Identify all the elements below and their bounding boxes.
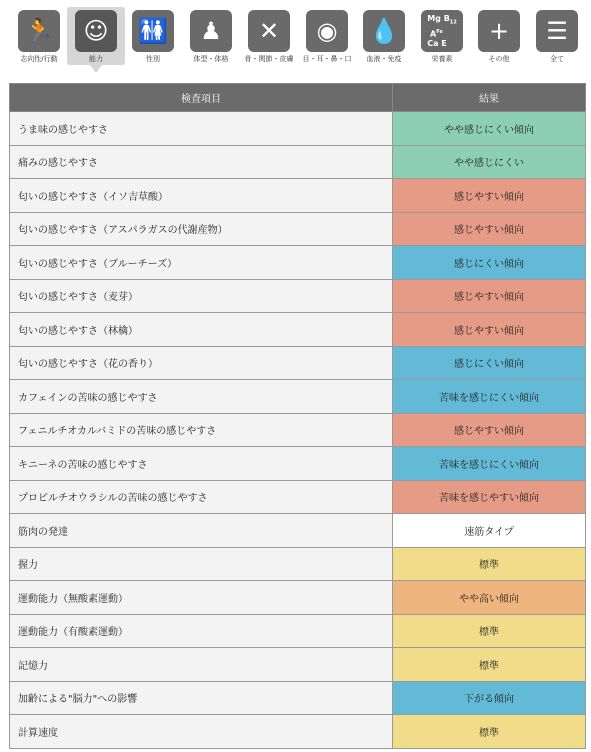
active-tab-pointer	[90, 65, 102, 73]
category-label: 性別	[146, 55, 160, 63]
test-item-cell: キニーネの苦味の感じやすさ	[10, 447, 393, 481]
test-item-cell: 匂いの感じやすさ（麦芽）	[10, 279, 393, 313]
test-item-cell: 筋肉の発達	[10, 514, 393, 548]
result-cell: 標準	[393, 648, 586, 682]
result-cell: 苦味を感じにくい傾向	[393, 447, 586, 481]
result-cell: 感じやすい傾向	[393, 279, 586, 313]
test-item-cell: うま味の感じやすさ	[10, 112, 393, 146]
test-item-cell: フェニルチオカルバミドの苦味の感じやすさ	[10, 413, 393, 447]
blood-drop-icon: 💧	[363, 10, 405, 52]
category-label: 能力	[89, 55, 103, 63]
gender-icon: 🚻	[132, 10, 174, 52]
category-tab[interactable]	[10, 0, 68, 64]
table-row	[10, 480, 586, 514]
result-cell: 標準	[393, 715, 586, 749]
table-row	[10, 212, 586, 246]
test-item-cell: 記憶力	[10, 648, 393, 682]
result-cell: やや高い傾向	[393, 581, 586, 615]
table-header-row	[10, 84, 586, 112]
header-result: 結果	[393, 84, 586, 112]
test-item-cell: 加齢による"脳力"への影響	[10, 681, 393, 715]
category-label: 全て	[550, 55, 564, 63]
category-label: その他	[488, 55, 510, 63]
category-tab[interactable]	[470, 0, 528, 64]
table-row	[10, 447, 586, 481]
body-icon: ♟	[190, 10, 232, 52]
test-item-cell: 握力	[10, 547, 393, 581]
test-item-cell: プロピルチオウラシルの苦味の感じやすさ	[10, 480, 393, 514]
test-item-cell: カフェインの苦味の感じやすさ	[10, 380, 393, 414]
results-table	[9, 83, 586, 749]
result-cell: 感じにくい傾向	[393, 346, 586, 380]
bone-joint-icon: ✕	[248, 10, 290, 52]
test-item-cell: 運動能力（有酸素運動）	[10, 614, 393, 648]
result-cell: 感じやすい傾向	[393, 313, 586, 347]
result-cell: やや感じにくい傾向	[393, 112, 586, 146]
table-row	[10, 145, 586, 179]
category-label: 目・耳・鼻・口	[302, 55, 352, 63]
test-item-cell: 痛みの感じやすさ	[10, 145, 393, 179]
category-tab[interactable]	[355, 0, 413, 64]
table-row	[10, 313, 586, 347]
table-row	[10, 547, 586, 581]
category-tab[interactable]	[413, 0, 471, 64]
plus-icon: +	[478, 10, 520, 52]
result-cell: 下がる傾向	[393, 681, 586, 715]
test-item-cell: 計算速度	[10, 715, 393, 749]
category-label: 血液・免疫	[366, 55, 402, 63]
result-cell: 苦味を感じやすい傾向	[393, 480, 586, 514]
test-item-cell: 匂いの感じやすさ（イソ吉草酸）	[10, 179, 393, 213]
table-row	[10, 380, 586, 414]
nutrients-icon: Mg $B_{12}$ $A^{Fe}$ Ca E	[421, 10, 463, 52]
category-label: 骨・関節・皮膚	[244, 55, 294, 63]
result-cell: 感じにくい傾向	[393, 246, 586, 280]
table-row	[10, 179, 586, 213]
category-bar	[0, 0, 591, 76]
table-row	[10, 346, 586, 380]
category-label: 体型・体格	[193, 55, 229, 63]
category-tab[interactable]	[67, 0, 125, 64]
category-label: 志向性/行動	[20, 55, 58, 63]
result-cell: 感じやすい傾向	[393, 212, 586, 246]
category-tab[interactable]	[182, 0, 240, 64]
result-cell: 標準	[393, 614, 586, 648]
result-cell: 苦味を感じにくい傾向	[393, 380, 586, 414]
table-row	[10, 514, 586, 548]
table-row	[10, 614, 586, 648]
senses-icon: ◉	[306, 10, 348, 52]
result-cell: 感じやすい傾向	[393, 413, 586, 447]
table-row	[10, 581, 586, 615]
table-row	[10, 681, 586, 715]
result-cell: 標準	[393, 547, 586, 581]
table-row	[10, 648, 586, 682]
table-row	[10, 279, 586, 313]
table-row	[10, 715, 586, 749]
category-tab[interactable]	[298, 0, 356, 64]
category-tab[interactable]	[240, 0, 298, 64]
category-label: 栄養素	[431, 55, 453, 63]
category-tab[interactable]	[124, 0, 182, 64]
header-item: 検査項目	[10, 84, 393, 112]
running-icon: 🏃	[18, 10, 60, 52]
test-item-cell: 匂いの感じやすさ（林檎）	[10, 313, 393, 347]
test-item-cell: 匂いの感じやすさ（花の香り）	[10, 346, 393, 380]
brain-head-icon: ☺	[75, 10, 117, 52]
result-cell: 速筋タイプ	[393, 514, 586, 548]
list-icon: ☰	[536, 10, 578, 52]
test-item-cell: 運動能力（無酸素運動）	[10, 581, 393, 615]
test-item-cell: 匂いの感じやすさ（ブルーチーズ）	[10, 246, 393, 280]
result-cell: 感じやすい傾向	[393, 179, 586, 213]
result-cell: やや感じにくい	[393, 145, 586, 179]
category-tab[interactable]	[528, 0, 586, 64]
test-item-cell: 匂いの感じやすさ（アスパラガスの代謝産物）	[10, 212, 393, 246]
table-row	[10, 112, 586, 146]
table-row	[10, 413, 586, 447]
table-row	[10, 246, 586, 280]
